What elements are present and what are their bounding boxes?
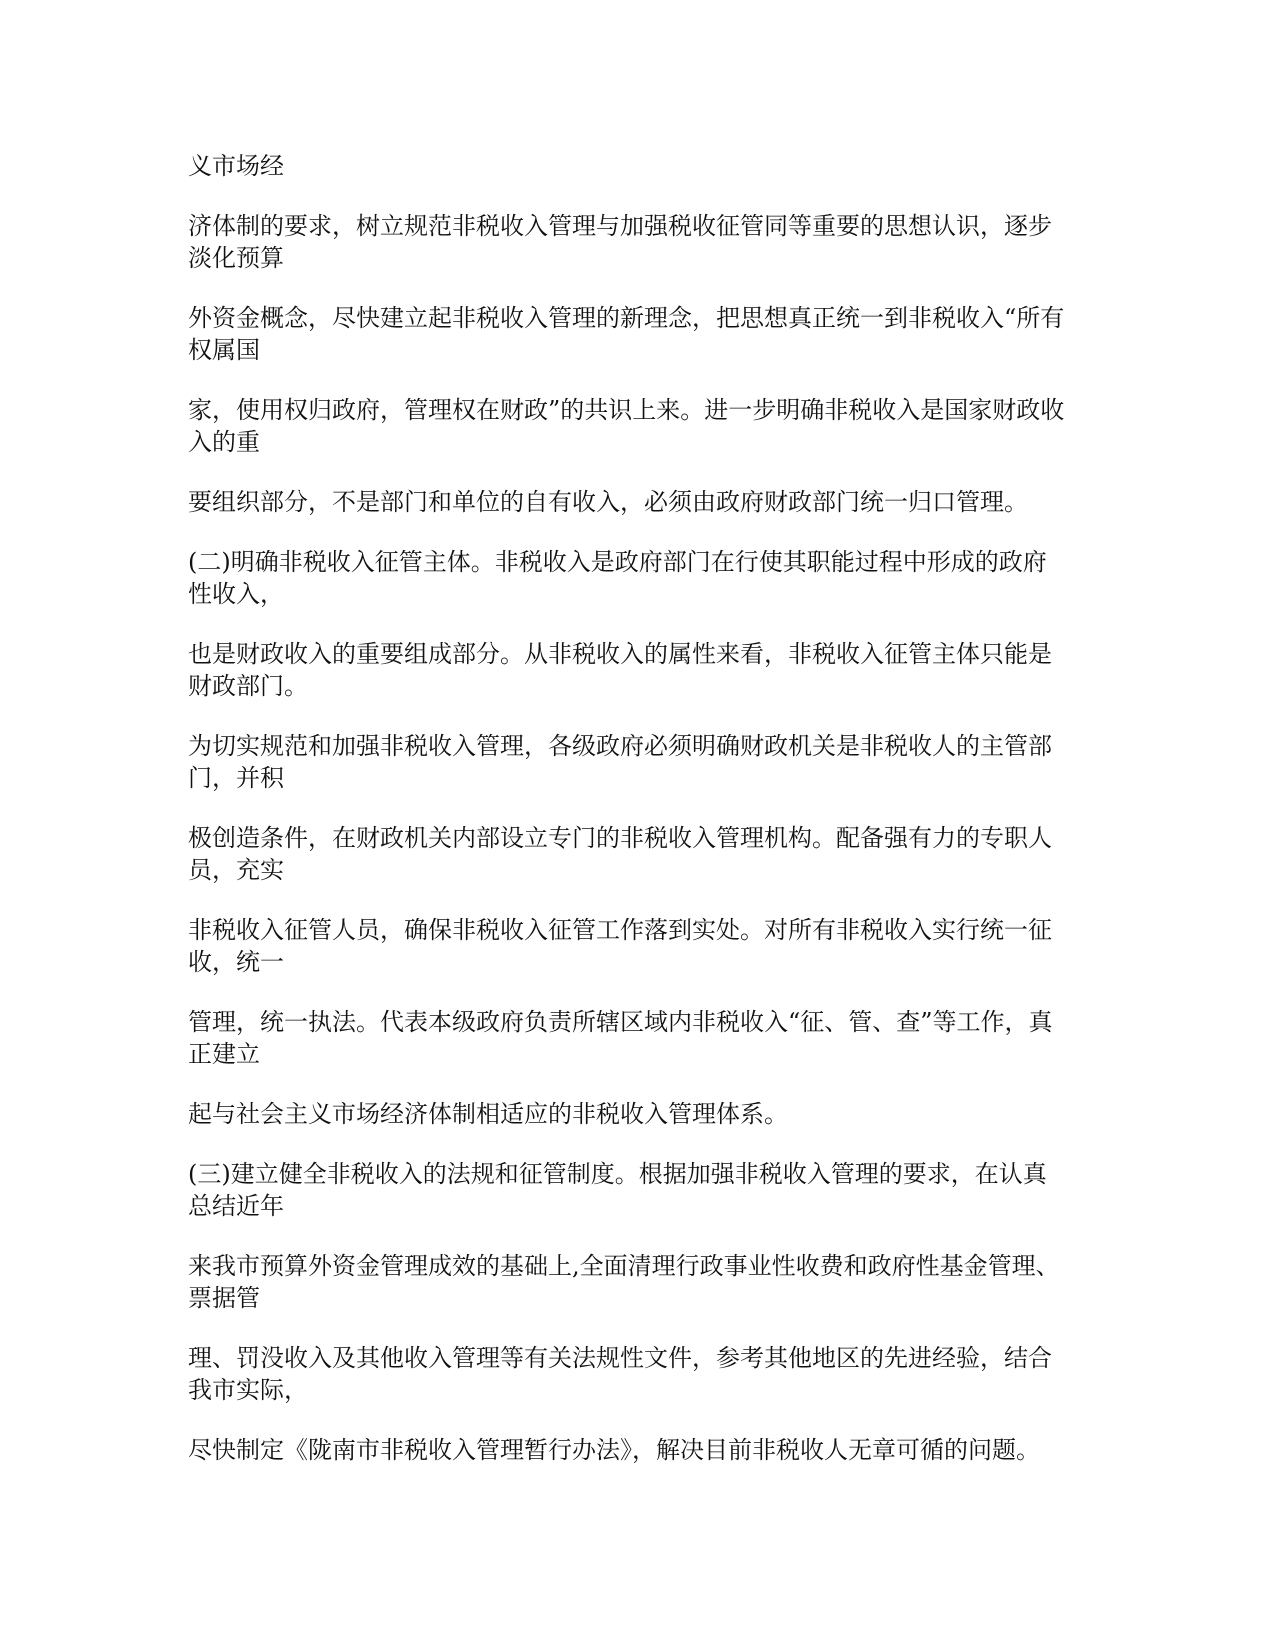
text-line: 义市场经 [188,152,284,180]
text-line: (三)建立健全非税收入的法规和征管制度。根据加强非税收入管理的要求，在认真 [188,1160,1047,1188]
paragraph [188,210,1088,274]
text-line: 权属国 [188,336,260,364]
text-line: 收，统一 [188,948,284,976]
text-line: 起与社会主义市场经济体制相适应的非税收入管理体系。 [188,1100,788,1128]
text-line: 正建立 [188,1040,260,1068]
text-line: 总结近年 [188,1192,284,1220]
text-line: 极创造条件，在财政机关内部设立专门的非税收入管理机构。配备强有力的专职人 [188,824,1052,852]
paragraph [188,486,1088,518]
paragraph [188,638,1088,702]
text-line: 尽快制定《陇南市非税收入管理暂行办法》，解决目前非税收人无章可循的问题。 [188,1436,1040,1464]
text-line: 我市实际， [188,1376,308,1404]
paragraph [188,1434,1088,1466]
text-line: 外资金概念，尽快建立起非税收入管理的新理念，把思想真正统一到非税收入“所有 [188,304,1065,332]
text-line: 入的重 [188,428,260,456]
text-line: 非税收入征管人员，确保非税收入征管工作落到实处。对所有非税收入实行统一征 [188,916,1052,944]
text-line: 员，充实 [188,856,284,884]
document-body [188,150,1088,1494]
paragraph [188,730,1088,794]
text-line: 为切实规范和加强非税收入管理，各级政府必须明确财政机关是非税收人的主管部 [188,732,1052,760]
text-line: 济体制的要求，树立规范非税收入管理与加强税收征管同等重要的思想认识，逐步 [188,212,1052,240]
paragraph [188,822,1088,886]
text-line: 理、罚没收入及其他收入管理等有关法规性文件，参考其他地区的先进经验，结合 [188,1344,1052,1372]
text-line: 财政部门。 [188,672,308,700]
paragraph [188,1342,1088,1406]
text-line: 也是财政收入的重要组成部分。从非税收入的属性来看，非税收入征管主体只能是 [188,640,1052,668]
paragraph [188,1006,1088,1070]
text-line: 票据管 [188,1284,260,1312]
text-line: 淡化预算 [188,244,284,272]
text-line: 家，使用权归政府，管理权在财政”的共识上来。进一步明确非税收入是国家财政收 [188,396,1065,424]
text-line: 性收入， [188,580,284,608]
text-line: 来我市预算外资金管理成效的基础上,全面清理行政事业性收费和政府性基金管理、 [188,1252,1060,1280]
paragraph [188,150,1088,182]
paragraph [188,546,1088,610]
paragraph [188,302,1088,366]
text-line: 要组织部分，不是部门和单位的自有收入，必须由政府财政部门统一归口管理。 [188,488,1028,516]
paragraph [188,1098,1088,1130]
paragraph [188,914,1088,978]
text-line: (二)明确非税收入征管主体。非税收入是政府部门在行使其职能过程中形成的政府 [188,548,1047,576]
text-line: 门，并积 [188,764,284,792]
paragraph [188,1158,1088,1222]
text-line: 管理，统一执法。代表本级政府负责所辖区域内非税收入“征、管、查”等工作，真 [188,1008,1053,1036]
paragraph [188,1250,1088,1314]
paragraph [188,394,1088,458]
